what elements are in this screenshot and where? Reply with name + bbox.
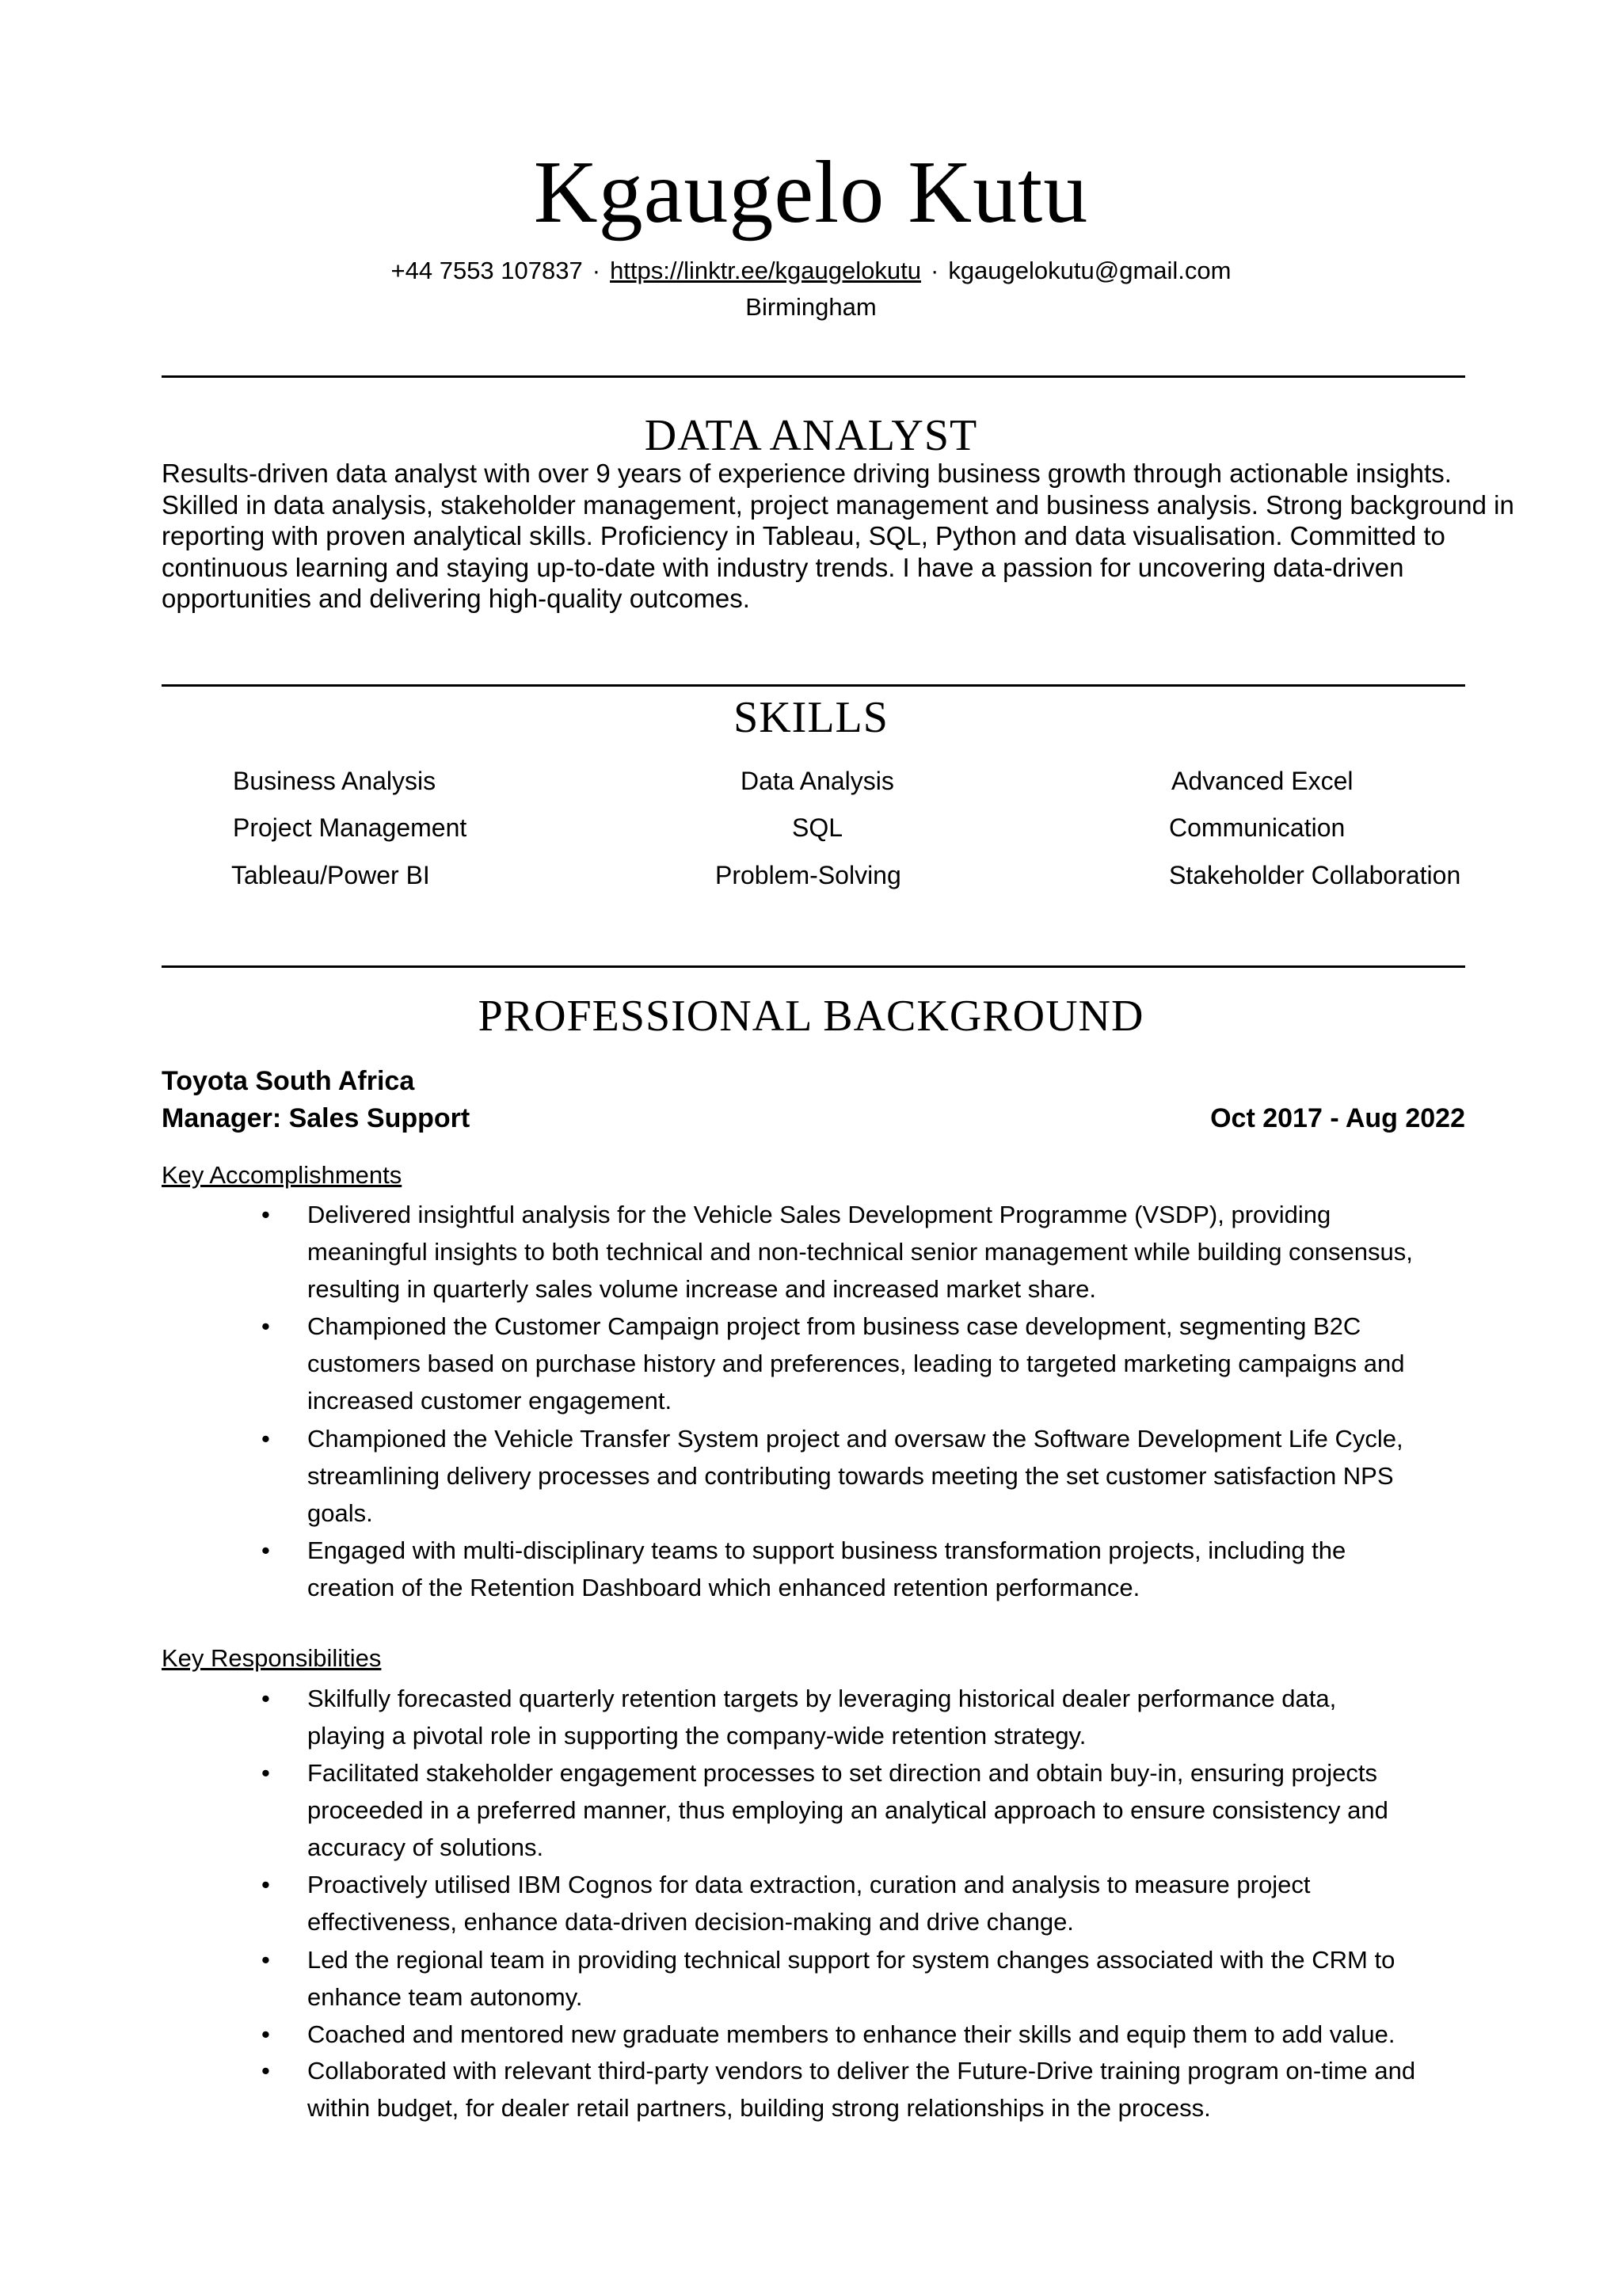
skill-item: Communication [1169, 813, 1346, 842]
list-item-text: Collaborated with relevant third-party vendors to deliver the Future-Drive training program on-time and within budget, for dealer retail partners, building strong relationships in the process. [307, 2057, 1416, 2122]
skill-item: Problem-Solving [715, 861, 901, 889]
skill-item: Data Analysis [741, 767, 894, 795]
list-item [261, 1754, 1416, 1866]
list-item [261, 1532, 1416, 1606]
bullet-icon: • [261, 1312, 270, 1340]
separator: · [930, 257, 939, 284]
skills-title: SKILLS [733, 693, 889, 742]
list-item [261, 1420, 1416, 1532]
summary-text: Results-driven data analyst with over 9 years of experience driving business growth through actionable insights. Skilled in data analysis, stakeholder management, project management and business analysis. Strong background in reporting with proven analytical skills. Proficiency in Tableau, SQL, Python and data visualisation. Committed to continuous learning and staying up-to-date with industry trends. I have a passion for uncovering data-driven opportunities and delivering high-quality outcomes. [162, 459, 1514, 613]
list-item-text: Engaged with multi-disciplinary teams to support business transformation projects, including the creation of the Retention Dashboard which enhanced retention performance. [307, 1536, 1346, 1601]
bullet-icon: • [261, 1871, 270, 1898]
bullet-icon: • [261, 1425, 270, 1453]
divider [162, 965, 1465, 968]
list-item [261, 1941, 1416, 2016]
skill-item: Project Management [233, 813, 467, 842]
bullet-icon: • [261, 2057, 270, 2085]
city: Birmingham [745, 293, 877, 321]
accomplishments-heading: Key Accomplishments [162, 1161, 402, 1189]
background-title: PROFESSIONAL BACKGROUND [478, 992, 1144, 1041]
contact-line [0, 255, 1622, 287]
list-item-text: Championed the Customer Campaign project from business case development, segmenting B2C customers based on purchase history and preferences, leading to targeted marketing campaigns and increased customer engagement. [307, 1312, 1405, 1415]
bullet-icon: • [261, 1946, 270, 1974]
skill-item: Stakeholder Collaboration [1169, 861, 1461, 889]
list-item-text: Championed the Vehicle Transfer System project and oversaw the Software Development Life Cycle, streamlining delivery processes and contributing towards meeting the set customer satisfaction NPS goals. [307, 1425, 1403, 1527]
list-item-text: Delivered insightful analysis for the Vehicle Sales Development Programme (VSDP), providing meaningful insights to both technical and non-technical senior management while building consensus, resulting in quarterly sales volume increase and increased market share. [307, 1201, 1413, 1303]
responsibilities-heading: Key Responsibilities [162, 1644, 382, 1672]
phone-number: +44 7553 107837 [390, 257, 583, 284]
candidate-name: Kgaugelo Kutu [533, 143, 1089, 242]
bullet-icon: • [261, 1685, 270, 1712]
list-item [261, 1196, 1416, 1308]
divider [162, 684, 1465, 687]
linktree-link[interactable]: https://linktr.ee/kgaugelokutu [610, 257, 921, 284]
list-item [261, 2052, 1416, 2127]
bullet-icon: • [261, 1201, 270, 1228]
list-item [261, 2016, 1416, 2053]
list-item-text: Led the regional team in providing technical support for system changes associated with the CRM to enhance team autonomy. [307, 1946, 1395, 2011]
summary-title: DATA ANALYST [644, 411, 978, 460]
divider [162, 375, 1465, 378]
skill-item: Tableau/Power BI [231, 861, 430, 889]
list-item [261, 1308, 1416, 1419]
list-item-text: Coached and mentored new graduate members to enhance their skills and equip them to add value. [307, 2020, 1395, 2048]
skill-item: SQL [792, 813, 843, 842]
skill-item: Advanced Excel [1171, 767, 1354, 795]
list-item-text: Skilfully forecasted quarterly retention targets by leveraging historical dealer performance data, playing a pivotal role in supporting the company-wide retention strategy. [307, 1685, 1337, 1750]
separator: · [592, 257, 601, 284]
list-item-text: Facilitated stakeholder engagement processes to set direction and obtain buy-in, ensuring projects proceeded in a preferred manner, thus employing an analytical approach to ensure consistency and accuracy of solutions. [307, 1759, 1388, 1861]
list-item [261, 1866, 1416, 1940]
skill-item: Business Analysis [233, 767, 436, 795]
list-item [261, 1680, 1416, 1754]
job-title: Manager: Sales Support [162, 1103, 470, 1133]
bullet-icon: • [261, 1536, 270, 1564]
bullet-icon: • [261, 2020, 270, 2048]
company-name: Toyota South Africa [162, 1066, 415, 1096]
email-address: kgaugelokutu@gmail.com [948, 257, 1232, 284]
bullet-icon: • [261, 1759, 270, 1787]
list-item-text: Proactively utilised IBM Cognos for data extraction, curation and analysis to measure project effectiveness, enhance data-driven decision-making and drive change. [307, 1871, 1311, 1936]
employment-dates: Oct 2017 - Aug 2022 [1210, 1103, 1465, 1133]
